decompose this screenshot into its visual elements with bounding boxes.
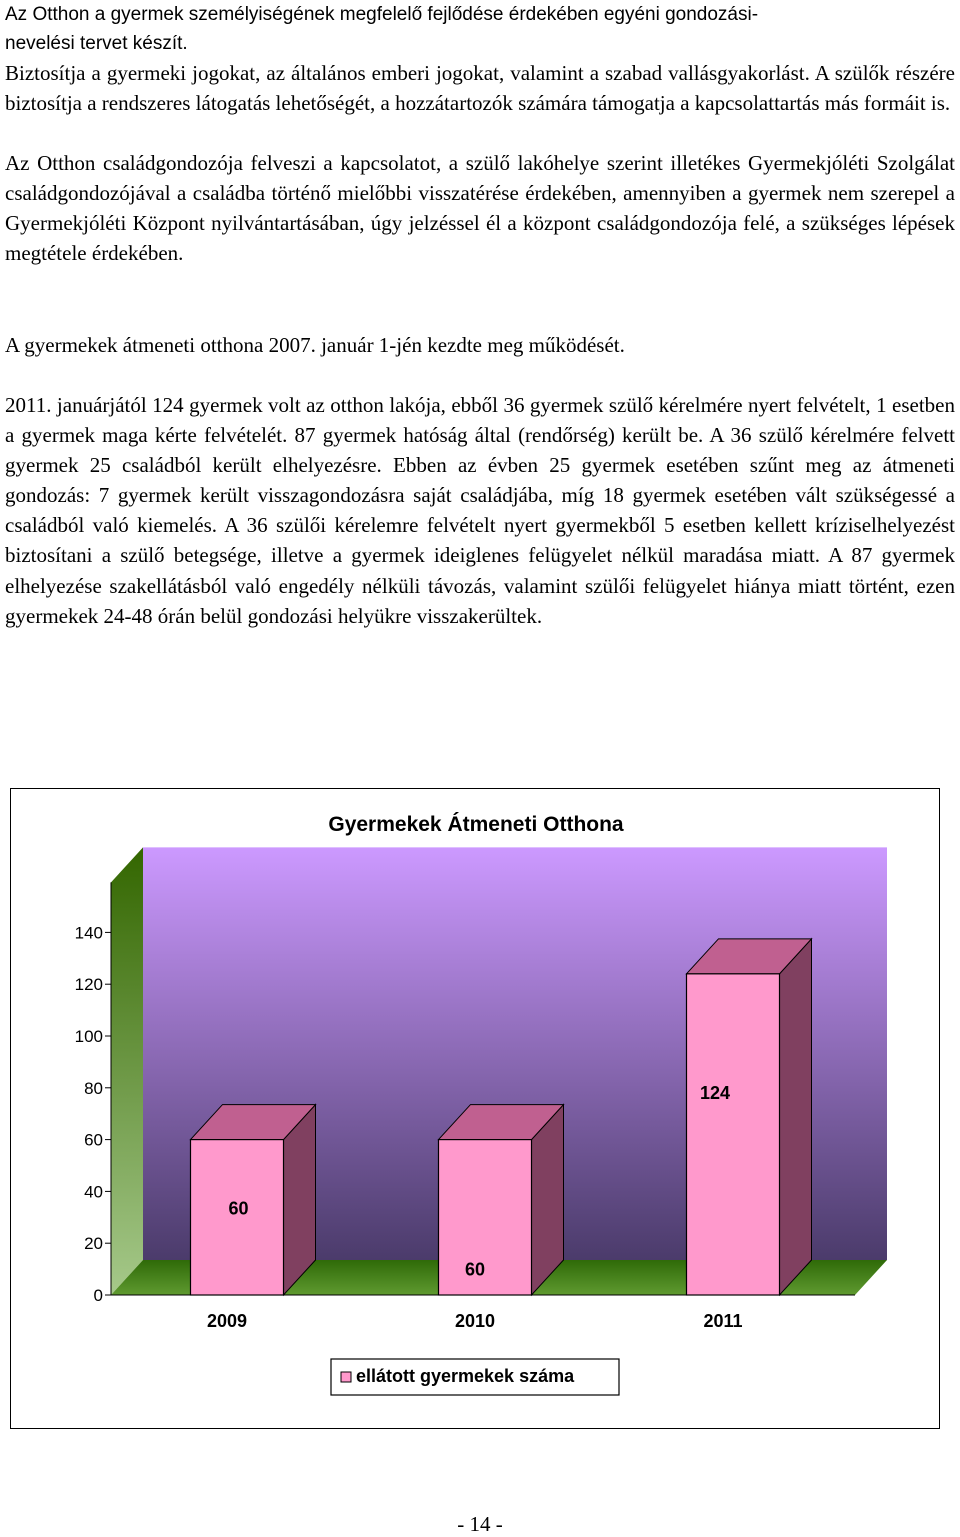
data-label: 60 [228, 1198, 249, 1219]
bar-2010 [439, 1105, 564, 1295]
paragraph-rights: Biztosítja a gyermeki jogokat, az általános emberi jogokat, valamint a szabad vallásgyakorlást. A szülők részére biztosítja a rendszeres látogatás lehetőségét, a hozzátartozók számára támogatja a kapcsolattartás más formáit is. [5, 61, 955, 116]
page-number: - 14 - [457, 1512, 503, 1536]
paragraph-statistics: 2011. januárjától 124 gyermek volt az otthon lakója, ebből 36 gyermek szülő kérelmére nyert felvételt, 1 esetben a gyermek maga kérte felvételét. 87 gyermek hatóság által (rendőrség) került be. A 36 szülő kérelmére felvett gyermek 25 családból került elhelyezésre. Ebben az évben 25 gyermek esetében szűnt meg az átmeneti gondozás: 7 gyermek került visszagondozásra saját családjába, míg 18 gyermek esetében vált szükségessé a családból való kiemelés. A 36 szülői kérelemre felvételt nyert gyermekből 5 esetben kellett kríziselhelyezést biztosítani a szülő betegsége, illetve a gyermek ideiglenes felügyelet nélkül maradása miatt. A 87 gyermek elhelyezése szakellátásból való engedély nélküli távozás, valamint szülői felügyelet hiánya miatt történt, ezen gyermekek 24-48 órán belül gondozási helyükre visszakerültek. [5, 393, 955, 628]
legend-label: ellátott gyermekek száma [356, 1366, 575, 1386]
x-tick-label: 2011 [703, 1311, 743, 1331]
side-wall [111, 847, 143, 1295]
bar-front [687, 974, 780, 1295]
paragraph-founding: A gyermekek átmeneti otthona 2007. január 1-jén kezdte meg működését. [5, 333, 625, 357]
y-tick-label: 40 [84, 1182, 103, 1202]
intro-line-2: nevelési tervet készít. [5, 33, 188, 54]
y-tick-label: 20 [84, 1234, 103, 1254]
data-label: 124 [699, 1082, 731, 1103]
chart-title: Gyermekek Átmeneti Otthona [328, 813, 624, 836]
paragraph-family-care: Az Otthon családgondozója felveszi a kapcsolatot, a szülő lakóhelye szerint illetékes Gyermekjóléti Szolgálat családgondozójával a családba történő mielőbbi visszatérése érdekében, amennyiben a gyermek nem szerepel a Gyermekjóléti Központ nyilvántartásában, úgy jelzéssel él a központ családgondozója felé, a szükséges lépések megtétele érdekében. [5, 151, 955, 266]
legend-swatch [341, 1372, 351, 1382]
x-tick-label: 2009 [206, 1311, 248, 1331]
chart-container [10, 788, 940, 1429]
y-tick-label: 0 [93, 1286, 103, 1305]
y-tick-label: 60 [84, 1130, 103, 1150]
y-tick-label: 80 [84, 1078, 103, 1098]
y-tick-label: 100 [74, 1027, 103, 1046]
y-tick-label: 120 [74, 975, 103, 995]
x-tick-label: 2010 [454, 1311, 496, 1331]
bar-2011 [687, 939, 812, 1295]
legend [331, 1359, 619, 1395]
bar-2009 [191, 1105, 316, 1295]
bar-chart [11, 789, 941, 1430]
x-axis [207, 1311, 743, 1331]
data-label: 60 [464, 1259, 486, 1280]
intro-line-1: Az Otthon a gyermek személyiségének megfelelő fejlődése érdekében egyéni gondozási- [5, 4, 759, 25]
bar-side [780, 939, 812, 1295]
y-tick-label: 140 [74, 923, 103, 943]
